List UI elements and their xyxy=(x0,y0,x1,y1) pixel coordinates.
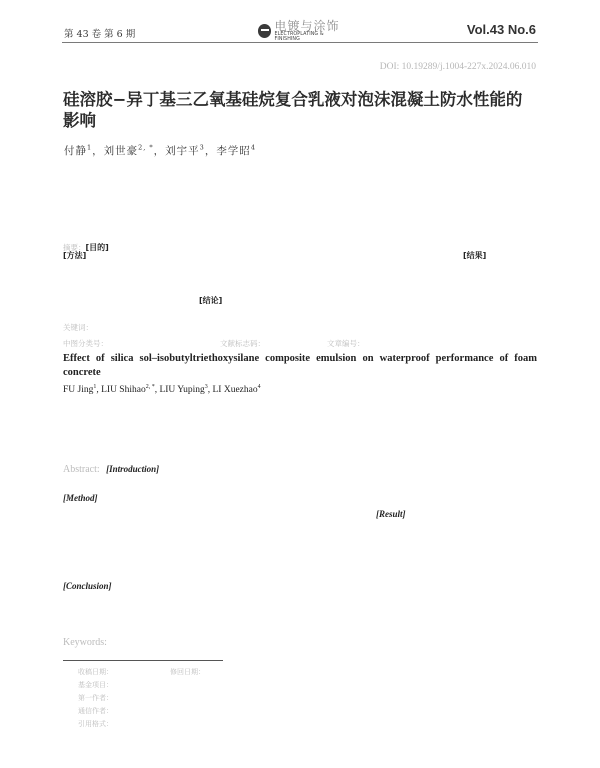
cn-author-name: 李学昭 xyxy=(216,145,251,157)
first-author-label: 第一作者： xyxy=(78,694,113,702)
revised-label: 修回日期： xyxy=(170,668,205,676)
title-cn: 硅溶胶−异丁基三乙氧基硅烷复合乳液对泡沫混凝土防水性能的影响 xyxy=(63,90,523,130)
cn-author-name: 刘宇平 xyxy=(165,145,200,157)
citation-label: 引用格式： xyxy=(78,720,113,728)
abstract-en-conclusion: [Conclusion] xyxy=(63,581,112,591)
abstract-en-line xyxy=(63,464,159,475)
cn-author-affiliation: 3 xyxy=(199,143,205,152)
journal-logo-icon xyxy=(258,24,271,38)
header-divider xyxy=(62,42,538,43)
cn-author-affiliation: 1 xyxy=(87,143,93,152)
article-id-label: 文章编号： xyxy=(327,339,365,348)
journal-logo xyxy=(258,20,348,42)
abstract-cn-method: [方法] xyxy=(63,251,87,260)
clc-label: 中图分类号： xyxy=(63,339,108,348)
cn-author-affiliation: 2, * xyxy=(138,143,154,152)
en-author-affiliation: 4 xyxy=(257,384,261,390)
corresponding-author-label: 通信作者： xyxy=(78,707,113,715)
cn-author-separator: ， xyxy=(153,145,166,157)
cn-author-separator: ， xyxy=(92,145,104,157)
keywords-cn-label: 关键词： xyxy=(63,323,93,332)
authors-en xyxy=(63,384,261,395)
abstract-en-method: [Method] xyxy=(63,493,98,503)
doi[interactable]: DOI: 10.19289/j.1004-227x.2024.06.010 xyxy=(379,62,536,72)
cn-author-affiliation: 4 xyxy=(250,143,256,152)
doc-code-label: 文献标志码： xyxy=(220,339,265,348)
en-author-separator: , xyxy=(96,385,102,396)
abstract-en-label: Abstract: xyxy=(63,464,100,475)
en-author-affiliation: 3 xyxy=(204,384,208,390)
en-author-name: LI Xuezhao xyxy=(212,385,258,396)
issue-en: Vol.43 No.6 xyxy=(466,22,536,37)
cn-author-name: 刘世豪 xyxy=(103,145,139,157)
abstract-cn-conclusion: [结论] xyxy=(199,296,223,305)
abstract-en-result: [Result] xyxy=(376,509,406,519)
en-author-name: LIU Yuping xyxy=(159,385,205,396)
journal-name-cn: 电镀与涂饰 xyxy=(274,18,340,33)
title-en: Effect of silica sol–isobutyltriethoxysilane composite emulsion on waterproof performance of foam concrete xyxy=(63,353,537,378)
footnote-divider xyxy=(63,660,223,661)
en-author-name: FU Jing xyxy=(63,385,94,396)
issue-cn: 第 43 卷 第 6 期 xyxy=(64,29,136,40)
abstract-cn-label: 摘要： xyxy=(63,243,86,252)
cn-author-separator: ， xyxy=(204,145,217,157)
authors-cn xyxy=(64,143,256,158)
abstract-cn-introduction: [目的] xyxy=(85,243,109,252)
en-author-name: LIU Shihao xyxy=(101,385,146,396)
cn-author-name: 付静 xyxy=(64,145,87,157)
abstract-cn-result: [结果] xyxy=(463,251,487,260)
keywords-en-label: Keywords: xyxy=(63,637,107,648)
received-label: 收稿日期： xyxy=(78,668,113,676)
fund-label: 基金项目： xyxy=(78,681,113,689)
en-author-affiliation: 1 xyxy=(93,384,97,390)
abstract-en-introduction: [Introduction] xyxy=(106,464,160,474)
en-author-separator: , xyxy=(154,385,160,396)
en-author-affiliation: 2, * xyxy=(145,384,155,390)
journal-name-en: ELECTROPLATING & FINISHING xyxy=(274,31,324,42)
en-author-separator: , xyxy=(207,385,213,396)
